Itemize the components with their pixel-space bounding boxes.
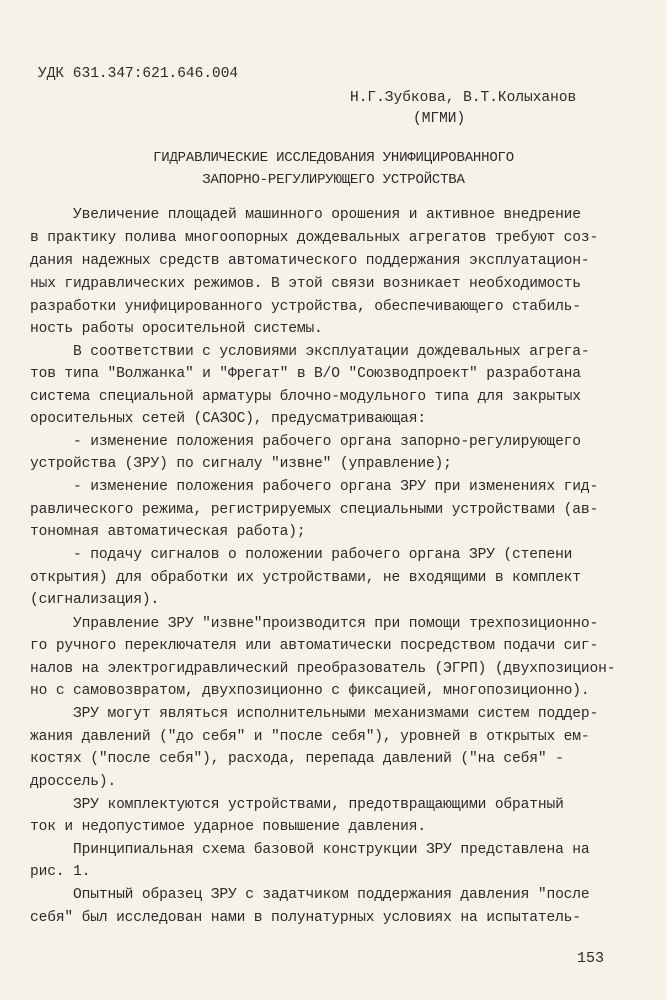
text-line: - изменение положения рабочего органа запорно-регулирующего	[30, 434, 581, 450]
text-line: открытия) для обработки их устройствами, не входящими в комплект	[30, 570, 581, 586]
text-line: тов типа "Волжанка" и "Фрегат" в В/О "Союзводпроект" разработана	[30, 366, 581, 382]
text-line: тономная автоматическая работа);	[30, 524, 306, 540]
text-line: Опытный образец ЗРУ с задатчиком поддержания давления "после	[30, 887, 590, 903]
text-line: равлического режима, регистрируемых специальными устройствами (ав-	[30, 502, 599, 518]
text-line: налов на электрогидравлический преобразователь (ЭГРП) (двухпозицион-	[30, 661, 616, 677]
text-line: дания надежных средств автоматического поддержания эксплуатацион-	[30, 253, 590, 269]
text-line: жания давлений ("до себя" и "после себя"), уровней в открытых ем-	[30, 729, 590, 745]
text-line: ток и недопустимое ударное повышение давления.	[30, 819, 426, 835]
text-line: - изменение положения рабочего органа ЗРУ при изменениях гид-	[30, 479, 599, 495]
text-line: В соответствии с условиями эксплуатации дождевальных агрега-	[30, 344, 590, 360]
authors: Н.Г.Зубкова, В.Т.Колыханов	[350, 90, 577, 106]
text-line: ность работы оросительной системы.	[30, 321, 323, 337]
text-line: - подачу сигналов о положении рабочего органа ЗРУ (степени	[30, 547, 573, 563]
text-line: оросительных сетей (САЗОС), предусматривающая:	[30, 411, 426, 427]
text-line: дроссель).	[30, 774, 117, 790]
text-line: Управление ЗРУ "извне"производится при помощи трехпозиционно-	[30, 616, 599, 632]
text-line: система специальной арматуры блочно-модульного типа для закрытых	[30, 389, 581, 405]
text-line: устройства (ЗРУ) по сигналу "извне" (управление);	[30, 456, 452, 472]
udk-code: УДК 631.347:621.646.004	[38, 66, 239, 82]
page-number: 153	[577, 950, 605, 967]
text-line: го ручного переключателя или автоматически посредством подачи сиг-	[30, 638, 599, 654]
organization: (МГМИ)	[413, 111, 466, 127]
text-line: ЗРУ комплектуются устройствами, предотвращающими обратный	[30, 797, 564, 813]
text-line: Увеличение площадей машинного орошения и активное внедрение	[30, 207, 581, 223]
text-line: но с самовозвратом, двухпозиционно с фиксацией, многопозиционно).	[30, 683, 590, 699]
text-line: (сигнализация).	[30, 592, 160, 608]
text-line: в практику полива многоопорных дождевальных агрегатов требуют соз-	[30, 230, 599, 246]
text-line: себя" был исследован нами в полунатурных условиях на испытатель-	[30, 910, 581, 926]
text-line: ных гидравлических режимов. В этой связи возникает необходимость	[30, 276, 581, 292]
text-line: ЗРУ могут являться исполнительными механизмами систем поддер-	[30, 706, 599, 722]
title-line-2: ЗАПОРНО-РЕГУЛИРУЮЩЕГО УСТРОЙСТВА	[202, 172, 465, 188]
title-line-1: ГИДРАВЛИЧЕСКИЕ ИССЛЕДОВАНИЯ УНИФИЦИРОВАННОГО	[153, 150, 514, 166]
text-line: рис. 1.	[30, 864, 91, 880]
text-line: разработки унифицированного устройства, обеспечивающего стабиль-	[30, 299, 581, 315]
text-line: костях ("после себя"), расхода, перепада давлений ("на себя" -	[30, 751, 564, 767]
text-line: Принципиальная схема базовой конструкции ЗРУ представлена на	[30, 842, 590, 858]
